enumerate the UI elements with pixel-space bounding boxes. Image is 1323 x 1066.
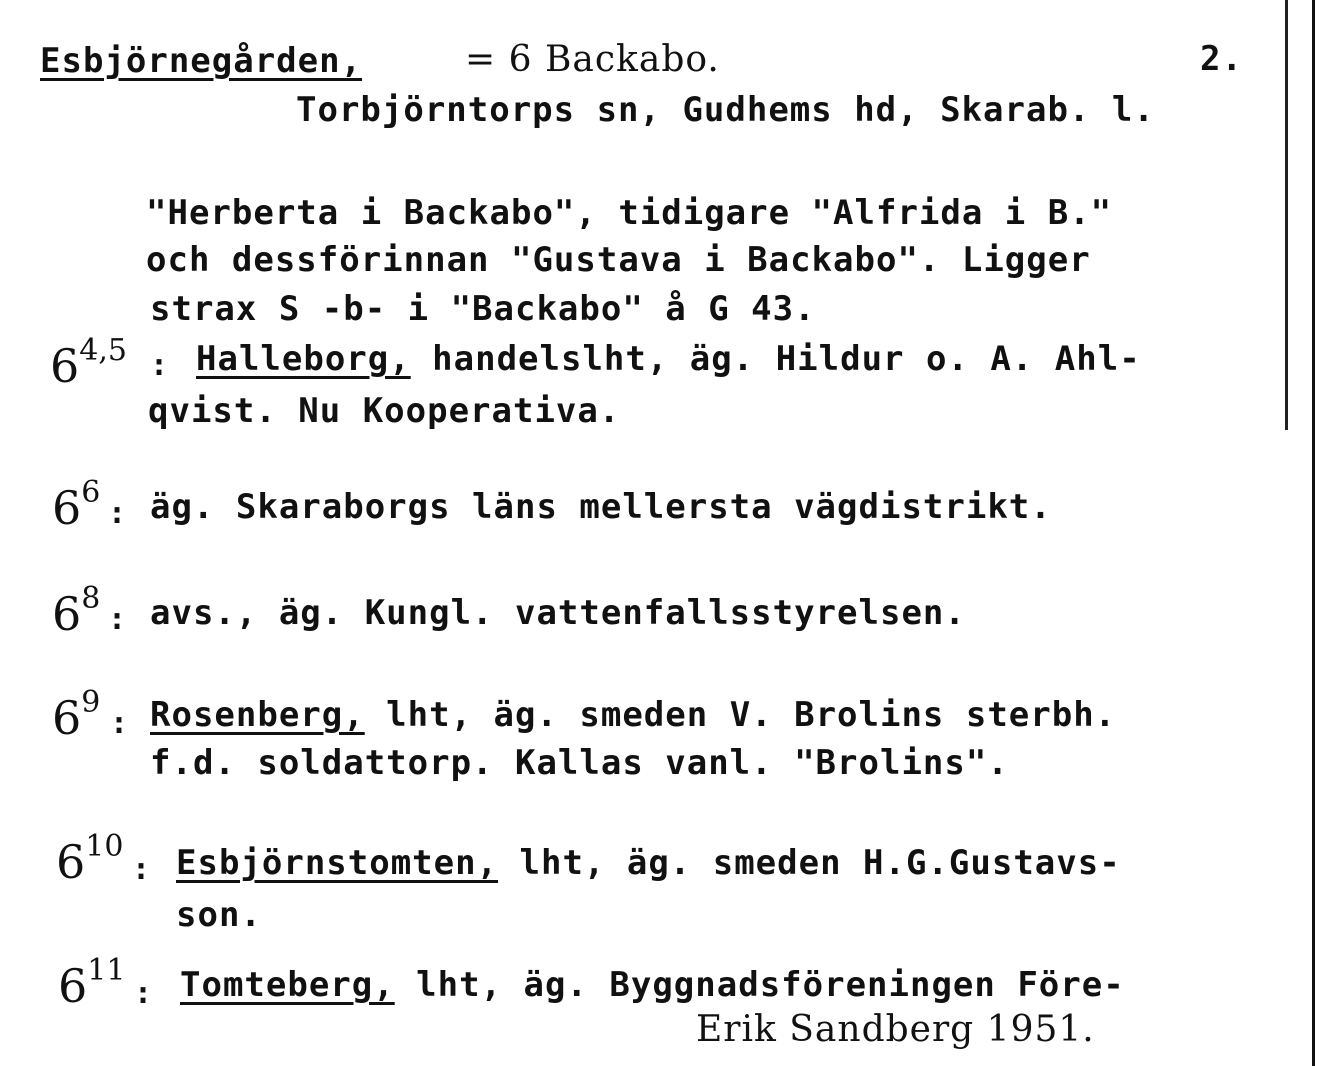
parcel-number: $6^{10}$ <box>56 829 124 889</box>
parcel-number: 6$^{4,5}$ <box>50 333 127 393</box>
intro-line-2: och dessförinnan "Gustava i Backabo". Ligger <box>146 240 1091 280</box>
entry-line: Tomteberg, lht, äg. Byggnadsföreningen Före- <box>180 965 1125 1005</box>
entry-continuation: qvist. Nu Kooperativa. <box>148 391 621 431</box>
parcel-number: $6^{11}$ <box>58 953 126 1013</box>
parcel-number: $6^6$ <box>52 475 101 535</box>
intro-line-1: "Herberta i Backabo", tidigare "Alfrida i B." <box>146 193 1113 233</box>
entry-line: Halleborg, handelslht, äg. Hildur o. A. Ahl- <box>196 339 1141 379</box>
entry-line: avs., äg. Kungl. vattenfallsstyrelsen. <box>150 593 966 633</box>
place-name: Tomteberg, <box>180 965 395 1005</box>
entry-colon: : <box>108 496 127 531</box>
place-name: Esbjörnstomten, <box>176 843 499 883</box>
page-number: 2. <box>1200 39 1243 79</box>
intro-line-3: strax S -b- i "Backabo" å G 43. <box>150 289 816 329</box>
place-name: Halleborg, <box>196 339 411 379</box>
card-edge-line-inner <box>1285 0 1288 430</box>
card-edge-line <box>1312 0 1315 1066</box>
signature: Erik Sandberg 1951. <box>696 1009 1095 1050</box>
entry-colon: : <box>110 706 129 741</box>
entry-colon: : <box>108 602 127 637</box>
equals-reference: = 6 Backabo. <box>465 39 720 80</box>
place-name: Rosenberg, <box>150 695 365 735</box>
entry-continuation: f.d. soldattorp. Kallas vanl. "Brolins". <box>150 743 1009 783</box>
entry-line: Esbjörnstomten, lht, äg. smeden H.G.Gustavs- <box>176 843 1121 883</box>
entry-colon: : <box>150 348 169 383</box>
entry-colon: : <box>132 852 151 887</box>
parcel-number: $6^8$ <box>52 581 101 641</box>
card-title: Esbjörnegården, <box>40 41 363 81</box>
parcel-number: $6^9$ <box>52 685 101 745</box>
location-line: Torbjörntorps sn, Gudhems hd, Skarab. l. <box>296 90 1155 130</box>
entry-continuation: son. <box>176 895 262 935</box>
entry-colon: : <box>134 976 153 1011</box>
entry-line: äg. Skaraborgs läns mellersta vägdistrikt. <box>150 487 1052 527</box>
entry-line: Rosenberg, lht, äg. smeden V. Brolins sterbh. <box>150 695 1117 735</box>
